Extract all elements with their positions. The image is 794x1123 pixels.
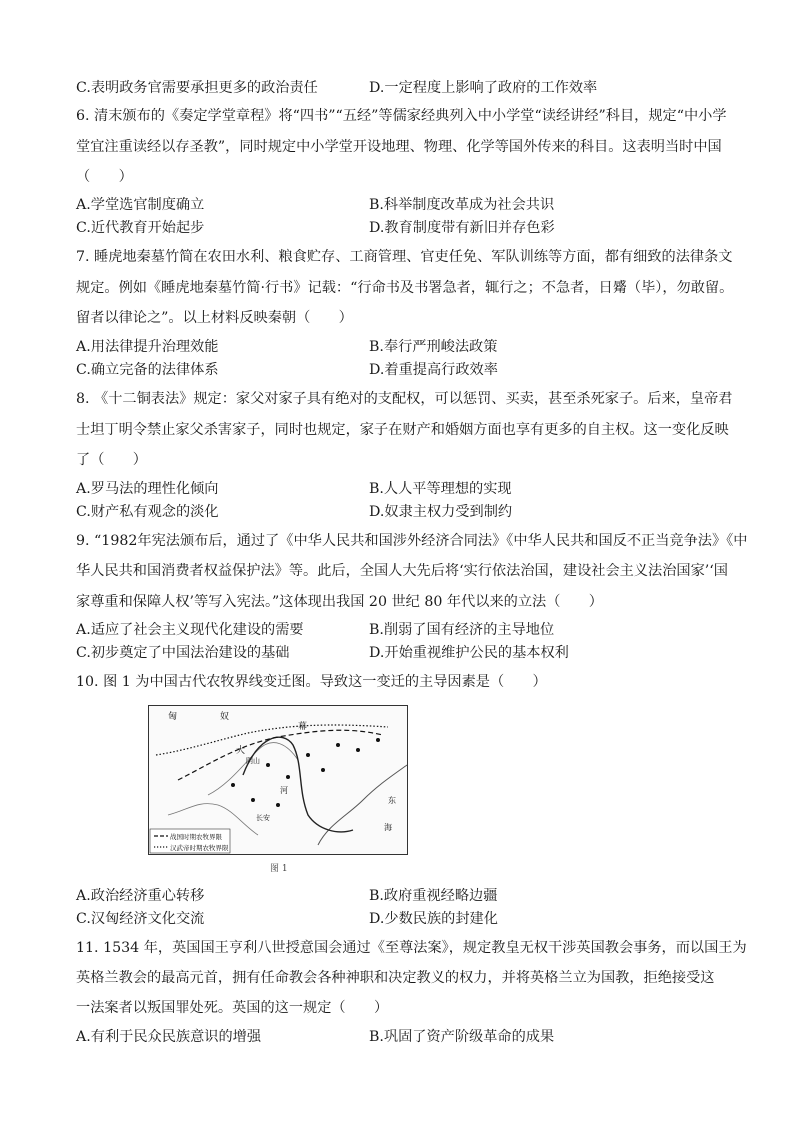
question-11-stem: 一法案者以叛国罪处死。英国的这一规定（ ） bbox=[76, 1000, 389, 1016]
legend-label: 战国时期农牧界限 bbox=[170, 833, 222, 841]
map-label: 海 bbox=[384, 823, 392, 832]
option-c: C.表明政务官需要承担更多的政治责任 bbox=[76, 80, 318, 96]
option-c: C.确立完备的法律体系 bbox=[76, 362, 219, 378]
option-b: B.削弱了国有经济的主导地位 bbox=[369, 622, 555, 638]
question-6-stem: 6. 清末颁布的《奏定学堂章程》将“四书”“五经”等儒家经典列入中小学堂“读经讲经”科目，规定“中小学 bbox=[76, 108, 727, 124]
question-9-stem: 9. “1982年宪法颁布后，通过了《中华人民共和国涉外经济合同法》《中华人民共和国反不正当竞争法》《中 bbox=[76, 533, 748, 549]
option-c: C.初步奠定了中国法治建设的基础 bbox=[76, 645, 290, 661]
question-8-stem: 8. 《十二铜表法》规定：家父对家子具有绝对的支配权，可以惩罚、买卖，甚至杀死家子。后来，皇帝君 bbox=[76, 391, 733, 407]
option-d: D.教育制度带有新旧并存色彩 bbox=[369, 220, 555, 236]
question-11-stem: 英格兰教会的最高元首，拥有任命教会各种神职和决定教义的权力，并将英格兰立为国教，拒绝接受这 bbox=[76, 970, 715, 986]
question-10-stem: 10. 图 1 为中国古代农牧界线变迁图。导致这一变迁的主导因素是（ ） bbox=[76, 674, 547, 690]
option-d: D.一定程度上影响了政府的工作效率 bbox=[369, 80, 598, 96]
map-label: 匈 bbox=[168, 712, 178, 722]
option-c: C.汉匈经济文化交流 bbox=[76, 911, 205, 927]
question-6-blank: （ ） bbox=[76, 169, 133, 185]
question-6-stem: 堂宜注重读经以存圣教”，同时规定中小学堂开设地理、物理、化学等国外传来的科目。这表明当时中国 bbox=[76, 139, 722, 155]
figure-caption: 图 1 bbox=[270, 864, 288, 874]
option-d: D.着重提高行政效率 bbox=[369, 362, 498, 378]
historical-map-figure bbox=[148, 705, 408, 855]
option-b: B.政府重视经略边疆 bbox=[369, 888, 498, 904]
option-b: B.奉行严刑峻法政策 bbox=[369, 339, 498, 355]
option-b: B.科举制度改革成为社会共识 bbox=[369, 197, 555, 213]
map-label: 幕 bbox=[298, 722, 308, 732]
question-9-stem: 家尊重和保障人权’等写入宪法。”这体现出我国 20 世纪 80 年代以来的立法（ ） bbox=[76, 594, 603, 610]
question-7-stem: 规定。例如《睡虎地秦墓竹简·行书》记载：“行命书及书署急者，辄行之；不急者，日觱（毕），勿敢留。 bbox=[76, 280, 734, 296]
question-11-stem: 11. 1534 年，英国国王亨利八世授意国会通过《至尊法案》，规定教皇无权干涉英国教会事务，而以国王为 bbox=[76, 940, 747, 956]
option-c: C.财产私有观念的淡化 bbox=[76, 504, 219, 520]
question-7-stem: 7. 睡虎地秦墓竹简在农田水利、粮食贮存、工商管理、官吏任免、军队训练等方面，都有细致的法律条文 bbox=[76, 249, 733, 265]
option-b: B.巩固了资产阶级革命的成果 bbox=[369, 1029, 555, 1045]
option-a: A.罗马法的理性化倾向 bbox=[76, 481, 219, 497]
question-9-stem: 华人民共和国消费者权益保护法》等。此后，全国人大先后将‘实行依法治国，建设社会主义法治国家’‘国 bbox=[76, 563, 728, 579]
map-label: 长安 bbox=[256, 814, 270, 822]
map-label: 阴山 bbox=[246, 757, 260, 765]
option-a: A.用法律提升治理效能 bbox=[76, 339, 219, 355]
map-label: 河 bbox=[280, 786, 288, 795]
map-label: 大 bbox=[236, 746, 246, 756]
map-label: 奴 bbox=[220, 712, 230, 722]
option-d: D.开始重视维护公民的基本权利 bbox=[369, 645, 569, 661]
legend-label: 汉武帝时期农牧界限 bbox=[170, 844, 229, 852]
option-d: D.少数民族的封建化 bbox=[369, 911, 498, 927]
option-b: B.人人平等理想的实现 bbox=[369, 481, 512, 497]
question-8-stem: 了（ ） bbox=[76, 452, 147, 468]
option-a: A.学堂选官制度确立 bbox=[76, 197, 205, 213]
map-label: 东 bbox=[388, 796, 396, 805]
option-a: A.有利于民众民族意识的增强 bbox=[76, 1029, 262, 1045]
option-c: C.近代教育开始起步 bbox=[76, 220, 205, 236]
option-a: A.适应了社会主义现代化建设的需要 bbox=[76, 622, 304, 638]
question-8-stem: 士坦丁明令禁止家父杀害家子，同时也规定，家子在财产和婚姻方面也享有更多的自主权。这一变化反映 bbox=[76, 422, 729, 438]
option-a: A.政治经济重心转移 bbox=[76, 888, 205, 904]
option-d: D.奴隶主权力受到制约 bbox=[369, 504, 513, 520]
question-7-stem: 留者以律论之”。以上材料反映秦朝（ ） bbox=[76, 310, 353, 326]
